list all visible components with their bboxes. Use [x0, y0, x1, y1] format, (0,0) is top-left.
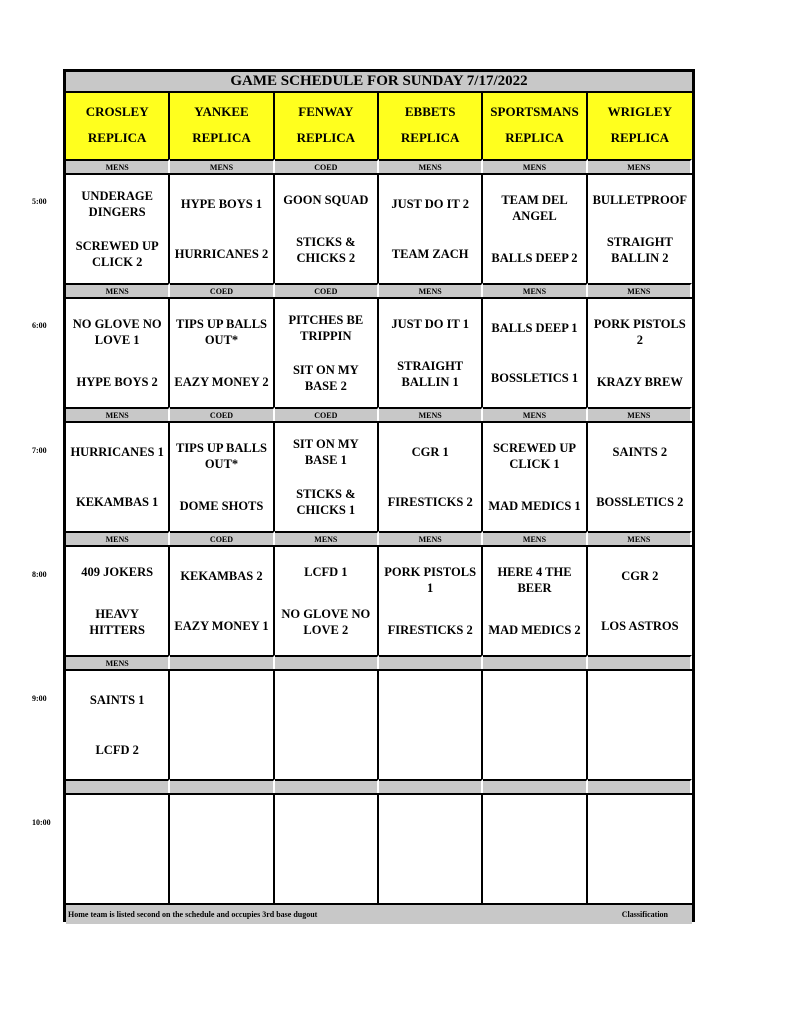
game-cell — [66, 297, 170, 407]
classification-label: COED — [170, 407, 274, 421]
field-subtitle: REPLICA — [296, 130, 356, 145]
away-team: SCREWED UP CLICK 1 — [492, 441, 576, 471]
game-cell — [275, 545, 379, 655]
away-team: BULLETPROOF — [592, 193, 688, 207]
game-cell — [66, 669, 170, 779]
game-cell — [483, 421, 587, 531]
classification-label: COED — [170, 531, 274, 545]
classification-label: MENS — [483, 407, 587, 421]
game-cell — [275, 669, 379, 779]
away-team: CGR 1 — [411, 445, 449, 459]
home-team: FIRESTICKS 2 — [387, 623, 473, 637]
game-cell — [588, 793, 692, 903]
field-header — [588, 93, 692, 159]
classification-label: MENS — [588, 159, 692, 173]
field-header — [275, 93, 379, 159]
game-cell — [483, 669, 587, 779]
time-label: 10:00 — [32, 818, 51, 827]
home-team: SCREWED UP CLICK 2 — [75, 239, 159, 269]
away-team: HYPE BOYS 1 — [180, 197, 263, 211]
classification-label: MENS — [588, 407, 692, 421]
game-cell — [379, 421, 483, 531]
classification-label — [66, 779, 170, 793]
home-team: TEAM ZACH — [391, 247, 469, 261]
game-cell — [275, 173, 379, 283]
game-cell — [66, 421, 170, 531]
classification-label: MENS — [588, 283, 692, 297]
away-team: PITCHES BE TRIPPIN — [288, 313, 364, 343]
game-cell — [66, 173, 170, 283]
field-header — [66, 93, 170, 159]
classification-label — [588, 655, 692, 669]
field-name: WRIGLEY — [607, 104, 672, 119]
classification-label: MENS — [379, 159, 483, 173]
game-cell — [483, 793, 587, 903]
classification-label — [275, 779, 379, 793]
home-team: MAD MEDICS 2 — [488, 623, 581, 637]
game-cell — [483, 545, 587, 655]
footer-classification: Classification — [621, 910, 668, 919]
classification-label: MENS — [66, 283, 170, 297]
away-team: SAINTS 2 — [612, 445, 668, 459]
classification-label — [170, 779, 274, 793]
home-team: BALLS DEEP 2 — [491, 251, 578, 265]
away-team: GOON SQUAD — [283, 193, 369, 207]
away-team: UNDERAGE DINGERS — [81, 189, 153, 219]
away-team: SIT ON MY BASE 1 — [292, 437, 359, 467]
home-team: EAZY MONEY 1 — [174, 619, 269, 633]
game-cell — [170, 297, 274, 407]
game-cell — [588, 173, 692, 283]
game-cell — [275, 421, 379, 531]
game-cell — [66, 793, 170, 903]
away-team: NO GLOVE NO LOVE 1 — [72, 317, 162, 347]
game-cell — [588, 669, 692, 779]
classification-label — [588, 779, 692, 793]
field-name: EBBETS — [404, 104, 456, 119]
schedule-table — [63, 69, 695, 922]
home-team: HYPE BOYS 2 — [76, 375, 158, 389]
classification-label: MENS — [379, 407, 483, 421]
game-cell — [483, 297, 587, 407]
away-team: 409 JOKERS — [81, 565, 154, 579]
game-cell — [379, 297, 483, 407]
away-team: LCFD 1 — [304, 565, 348, 579]
classification-label: MENS — [483, 531, 587, 545]
game-cell — [379, 793, 483, 903]
game-cell — [170, 173, 274, 283]
time-label: 5:00 — [32, 197, 47, 206]
field-subtitle: REPLICA — [192, 130, 251, 145]
classification-label — [483, 779, 587, 793]
home-team: KEKAMBAS 1 — [76, 495, 159, 509]
home-team: HURRICANES 2 — [174, 247, 269, 261]
classification-label: MENS — [66, 407, 170, 421]
home-team: FIRESTICKS 2 — [387, 495, 473, 509]
home-team: STICKS & CHICKS 1 — [296, 487, 356, 517]
classification-label: MENS — [170, 159, 274, 173]
home-team: DOME SHOTS — [179, 499, 264, 513]
home-team: MAD MEDICS 1 — [488, 499, 581, 513]
classification-label: MENS — [379, 531, 483, 545]
home-team: BOSSLETICS 1 — [490, 371, 579, 385]
game-cell — [275, 793, 379, 903]
field-name: YANKEE — [194, 104, 249, 119]
classification-label — [379, 655, 483, 669]
game-cell — [588, 545, 692, 655]
away-team: PORK PISTOLS 2 — [593, 317, 686, 347]
classification-label: MENS — [483, 283, 587, 297]
schedule-title: GAME SCHEDULE FOR SUNDAY 7/17/2022 — [66, 72, 692, 93]
away-team: CGR 2 — [621, 569, 659, 583]
home-team: HEAVY HITTERS — [89, 607, 145, 637]
away-team: HURRICANES 1 — [70, 445, 164, 459]
home-team: KRAZY BREW — [596, 375, 683, 389]
field-subtitle: REPLICA — [505, 130, 564, 145]
field-name: SPORTSMANS — [490, 104, 579, 119]
time-label: 8:00 — [32, 570, 47, 579]
game-cell — [170, 545, 274, 655]
away-team: JUST DO IT 2 — [391, 197, 470, 211]
away-team: HERE 4 THE BEER — [497, 565, 572, 595]
game-cell — [379, 173, 483, 283]
classification-label: MENS — [588, 531, 692, 545]
game-cell — [66, 545, 170, 655]
field-subtitle: REPLICA — [400, 130, 460, 145]
home-team: BOSSLETICS 2 — [596, 495, 684, 509]
classification-label: MENS — [483, 159, 587, 173]
home-team: NO GLOVE NO LOVE 2 — [281, 607, 371, 637]
field-header — [483, 93, 587, 159]
field-name: CROSLEY — [85, 104, 149, 119]
away-team: TIPS UP BALLS OUT* — [175, 317, 267, 347]
field-name: FENWAY — [298, 104, 354, 119]
classification-label: COED — [275, 159, 379, 173]
away-team: BALLS DEEP 1 — [491, 321, 578, 335]
home-team: EAZY MONEY 2 — [174, 375, 269, 389]
game-cell — [170, 793, 274, 903]
away-team: KEKAMBAS 2 — [180, 569, 263, 583]
away-team: PORK PISTOLS 1 — [384, 565, 477, 595]
classification-label — [483, 655, 587, 669]
time-label: 6:00 — [32, 321, 47, 330]
home-team: LOS ASTROS — [601, 619, 679, 633]
away-team: SAINTS 1 — [89, 693, 145, 707]
field-subtitle: REPLICA — [610, 130, 670, 145]
classification-label — [379, 779, 483, 793]
game-cell — [588, 421, 692, 531]
game-cell — [379, 669, 483, 779]
game-cell — [588, 297, 692, 407]
classification-label: MENS — [66, 655, 170, 669]
classification-label: MENS — [275, 531, 379, 545]
classification-label: MENS — [66, 159, 170, 173]
field-header — [170, 93, 274, 159]
game-cell — [275, 297, 379, 407]
classification-label — [170, 655, 274, 669]
game-cell — [170, 669, 274, 779]
home-team: SIT ON MY BASE 2 — [292, 363, 359, 393]
time-label: 7:00 — [32, 446, 47, 455]
classification-label: MENS — [66, 531, 170, 545]
footer-note: Home team is listed second on the schedule and occupies 3rd base dugout — [68, 910, 318, 919]
time-label: 9:00 — [32, 694, 47, 703]
classification-label: MENS — [379, 283, 483, 297]
away-team: TIPS UP BALLS OUT* — [175, 441, 267, 471]
classification-label — [275, 655, 379, 669]
home-team: LCFD 2 — [95, 743, 139, 757]
classification-label: COED — [275, 283, 379, 297]
away-team: TEAM DEL ANGEL — [501, 193, 568, 223]
game-cell — [483, 173, 587, 283]
field-subtitle: REPLICA — [87, 130, 147, 145]
game-cell — [170, 421, 274, 531]
home-team: STICKS & CHICKS 2 — [296, 235, 356, 265]
footer-bar — [66, 903, 692, 924]
home-team: STRAIGHT BALLIN 2 — [606, 235, 673, 265]
game-cell — [379, 545, 483, 655]
classification-label: COED — [275, 407, 379, 421]
field-header — [379, 93, 483, 159]
classification-label: COED — [170, 283, 274, 297]
away-team: JUST DO IT 1 — [391, 317, 470, 331]
home-team: STRAIGHT BALLIN 1 — [397, 359, 464, 389]
